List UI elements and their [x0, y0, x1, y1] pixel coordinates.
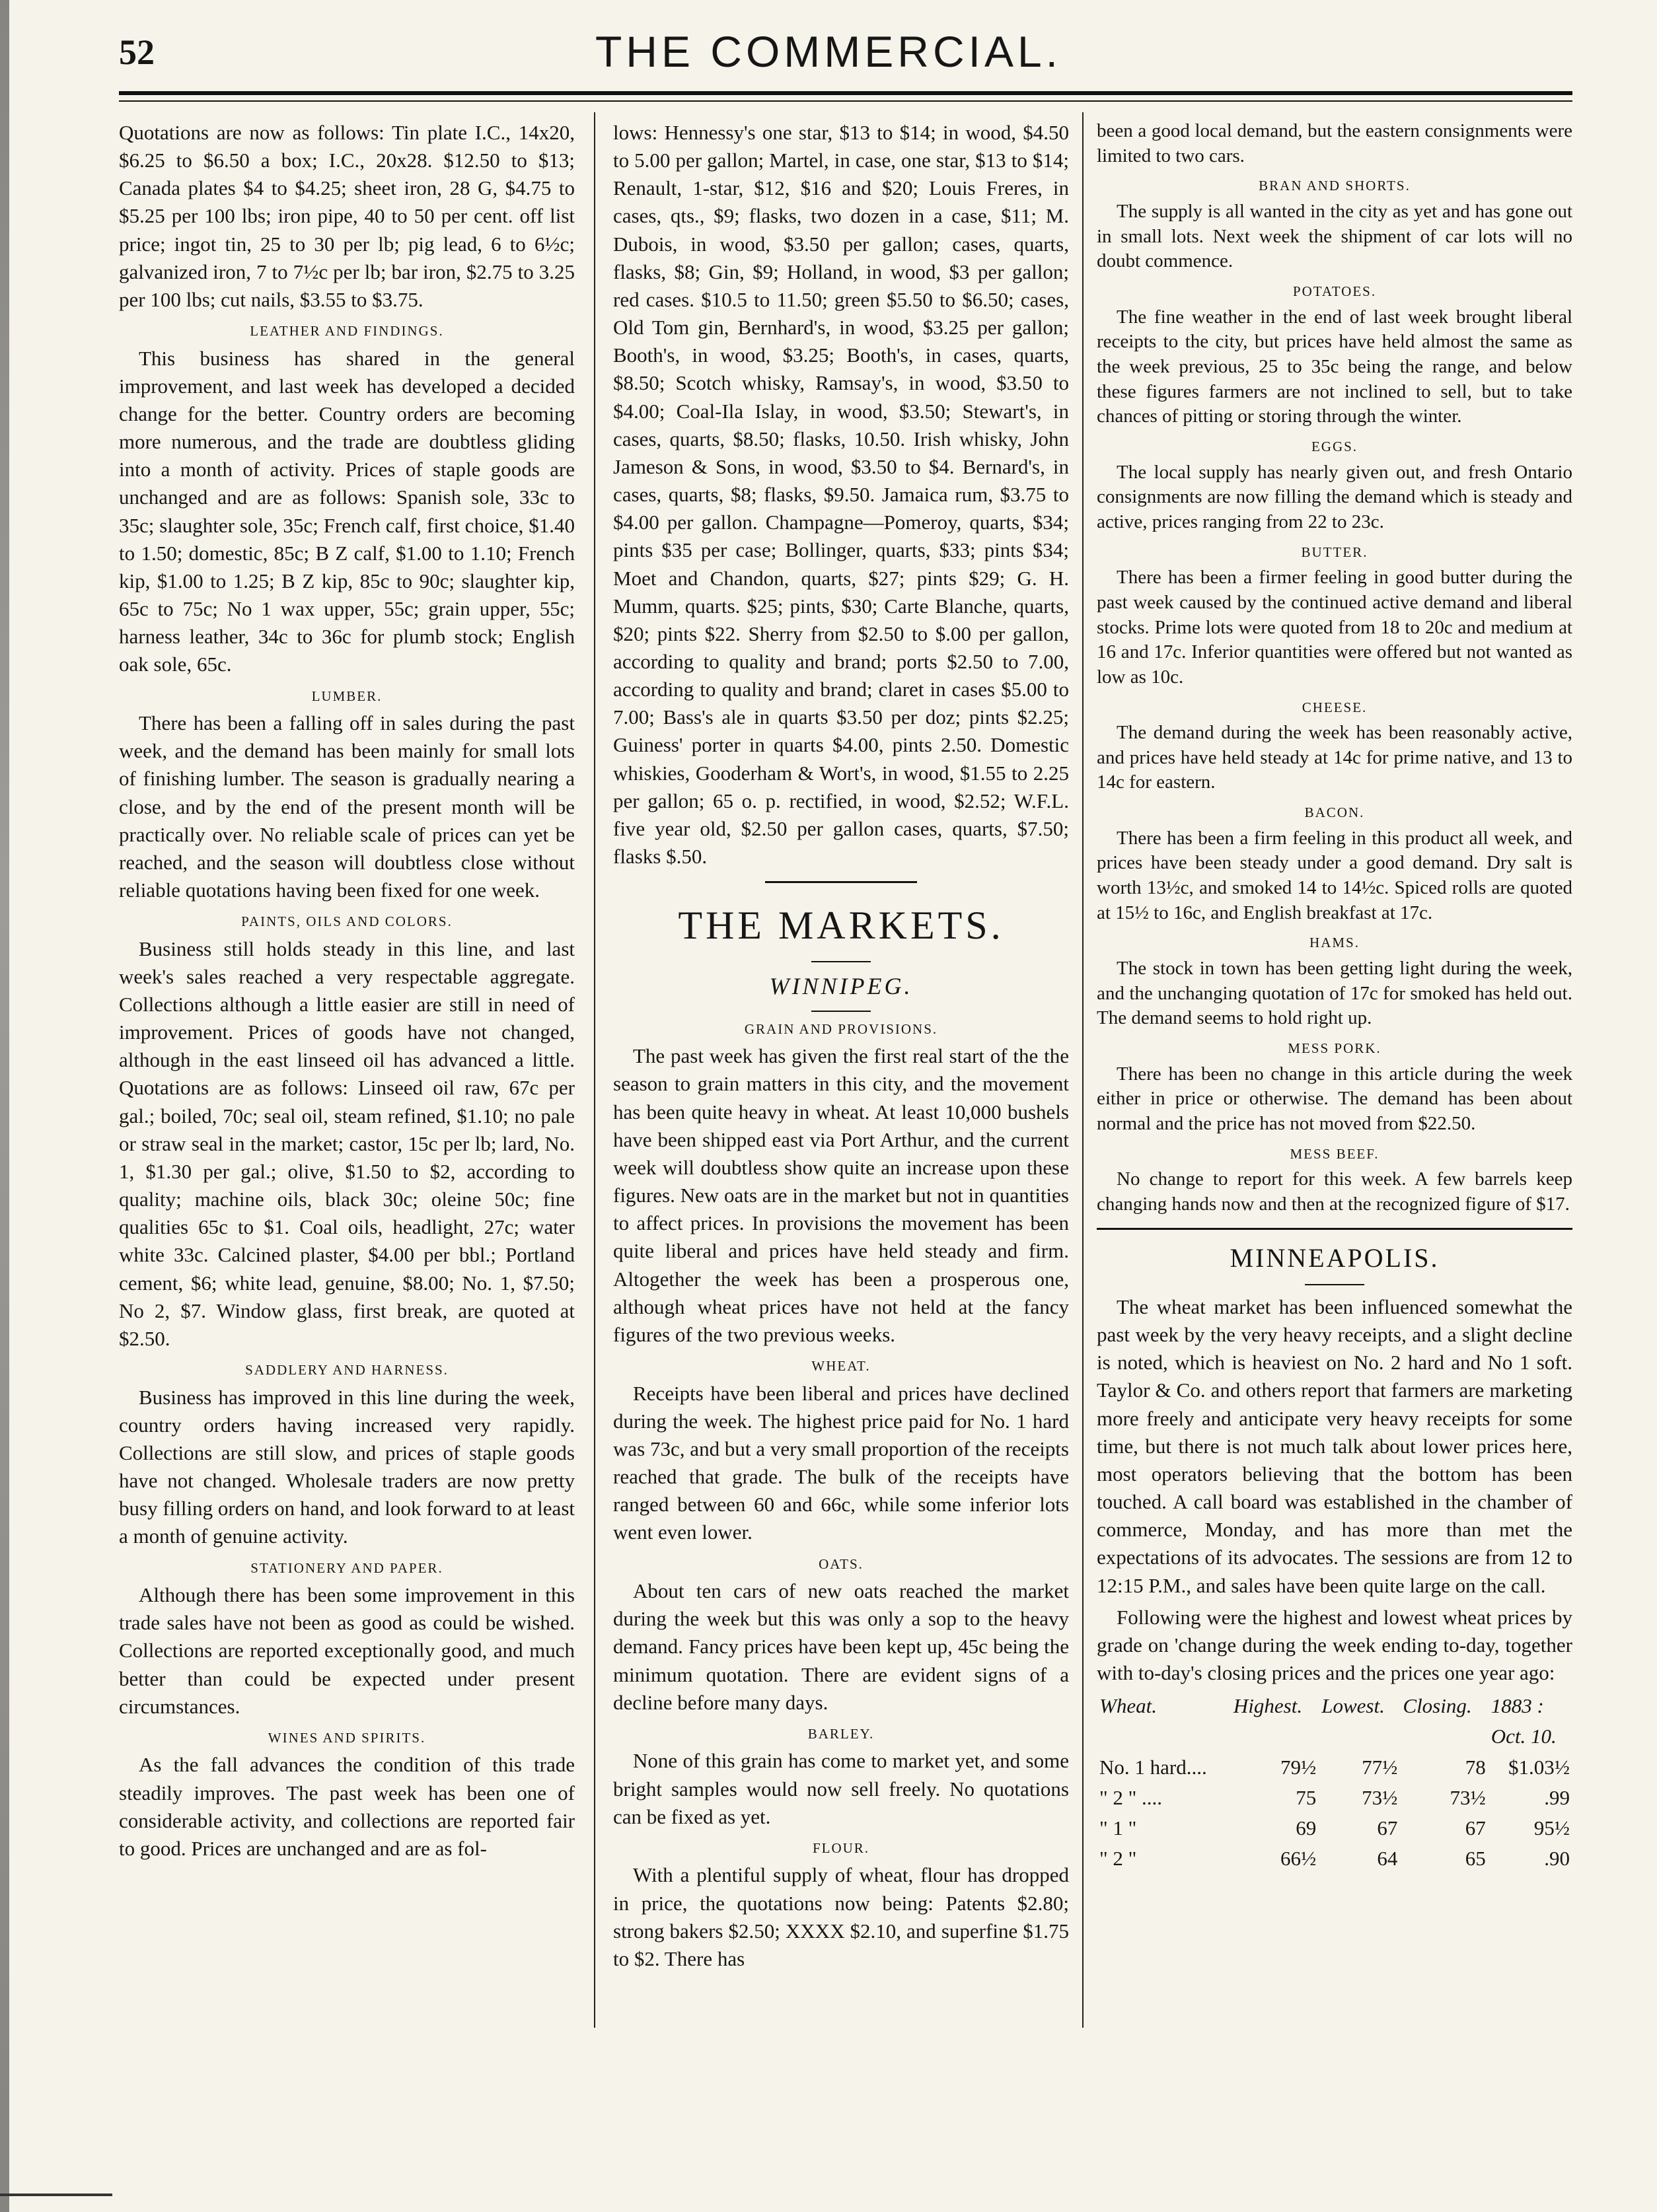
- section-heading-grain: GRAIN AND PROVISIONS.: [744, 1020, 938, 1037]
- table-header-row: [1097, 1691, 1572, 1721]
- column-1: [119, 119, 575, 2100]
- table-cell-prev: .90: [1544, 1846, 1570, 1870]
- wheat-prices-table: [1097, 1691, 1572, 1874]
- hams-paragraph: The stock in town has been getting light during the week, and the unchanging quotation of 17c for smoked has held out. The demand seems to hold right up.: [1097, 958, 1572, 1029]
- table-header-closing: Closing.: [1403, 1694, 1472, 1718]
- table-cell-low: 67: [1377, 1816, 1398, 1839]
- section-heading-leather: LEATHER AND FINDINGS.: [250, 323, 444, 339]
- table-header-year: 1883 :: [1491, 1694, 1544, 1718]
- separator-rule: [1305, 1284, 1364, 1285]
- table-row: [1097, 1813, 1572, 1843]
- markets-heading: THE MARKETS.: [678, 904, 1004, 948]
- minneapolis-prices-intro: Following were the highest and lowest wheat prices by grade on 'change during the week ending to-day, together with to-day's closing prices and the prices one year ago:: [1097, 1605, 1572, 1685]
- leather-paragraph: This business has shared in the general improvement, and last week has developed a decided change for the better. Country orders are becoming more numerous, and the trade are doubtless gliding into a month of activity. Prices of staple goods are unchanged and are as follows: Spanish sole, 33c to 35c; slaughter sole, 35c; French calf, first choice, $1.40 to 1.50; domestic, 85c; B Z calf, $1.00 to 1.10; French kip, $1.00 to 1.25; B Z kip, 85c to 90c; slaughter kip, 65c to 75c; No 1 wax upper, 55c; grain upper, 55c; harness leather, 34c to 36c for plumb stock; English oak sole, 65c.: [119, 346, 575, 676]
- column-divider-2: [1082, 112, 1084, 2028]
- table-header-date: Oct. 10.: [1491, 1725, 1557, 1748]
- section-heading-oats: OATS.: [819, 1555, 864, 1572]
- paints-paragraph: Business still holds steady in this line, and last week's sales reached a very respectable aggregate. Collections although a little easier are still in need of improvement. Prices of goods have not changed, although in the east linseed oil has advanced a little. Quotations are as follows: Linseed oil raw, 67c per gal.; boiled, 70c; seal oil, steam refined, $1.10; no pale or straw seal in the market; castor, 15c per lb; lard, No. 1, $1.30 per gal.; olive, $1.50 to $2, according to quality; machine oils, black 30c; oleine 50c; fine qualities 65c to $1. Coal oils, headlight, 27c; water white 33c. Calcined plaster, $4.00 per bbl.; Portland cement, $6; white lead, genuine, $8.00; No. 1, $7.50; No 2, $7. Window glass, first break, are quoted at $2.50.: [119, 937, 575, 1350]
- section-heading-wheat: WHEAT.: [811, 1358, 871, 1374]
- section-heading-bran: BRAN AND SHORTS.: [1259, 178, 1411, 194]
- flour-paragraph: With a plentiful supply of wheat, flour has dropped in price, the quotations now being: Patents $2.80; strong bakers $2.50; XXXX $2.10, and superfine $1.75 to $2. There has: [613, 1863, 1069, 1970]
- page-number: 52: [119, 32, 155, 72]
- table-cell-low: 73½: [1362, 1785, 1398, 1809]
- section-heading-stationery: STATIONERY AND PAPER.: [250, 1559, 443, 1576]
- minneapolis-paragraph: The wheat market has been influenced somewhat the past week by the very heavy receipts, and a slight decline is noted, which is heaviest on No. 2 hard and No 1 soft. Taylor & Co. and others report that farmers are marketing more freely and anticipate very heavy receipts for some time, but there is not much talk about lower prices here, most operators believing that the bottom has been touched. A call board was established in the chamber of commerce, Monday, and has more than met the expectations of its advocates. The sessions are from 12 to 12:15 P.M., and sales have been quite large on the call.: [1097, 1295, 1572, 1597]
- barley-paragraph: None of this grain has come to market yet, and some bright samples would now sell freely. No quotations can be fixed as yet.: [613, 1749, 1069, 1828]
- flour-continued-paragraph: been a good local demand, but the eastern consignments were limited to two cars.: [1097, 120, 1572, 166]
- bran-paragraph: The supply is all wanted in the city as yet and has gone out in small lots. Next week the shipment of car lots will no doubt commence.: [1097, 200, 1572, 272]
- table-cell-low: 64: [1377, 1846, 1398, 1870]
- footer-rule: [0, 2194, 112, 2196]
- table-row: [1097, 1752, 1572, 1783]
- minneapolis-heading: MINNEAPOLIS.: [1230, 1242, 1440, 1273]
- section-heading-lumber: LUMBER.: [311, 688, 383, 704]
- masthead-rule-thick: [119, 91, 1572, 95]
- cheese-paragraph: The demand during the week has been reasonably active, and prices have held steady at 14c for prime native, and 13 to 14c for eastern.: [1097, 722, 1572, 793]
- table-cell-prev: 95½: [1533, 1816, 1570, 1839]
- section-heading-flour: FLOUR.: [812, 1839, 870, 1856]
- eggs-paragraph: The local supply has nearly given out, and fresh Ontario consignments are now filling the demand which is steady and active, prices ranging from 22 to 23c.: [1097, 461, 1572, 532]
- wines-paragraph: As the fall advances the condition of this trade steadily improves. The past week has been one of considerable activity, and collections are reported fair to good. Prices are unchanged and are as fol-: [119, 1753, 575, 1860]
- table-header-row: [1097, 1721, 1572, 1752]
- table-cell-high: 66½: [1280, 1846, 1317, 1870]
- section-heading-potatoes: POTATOES.: [1292, 283, 1377, 299]
- table-row: [1097, 1843, 1572, 1874]
- winnipeg-heading: WINNIPEG.: [769, 972, 913, 999]
- grain-paragraph: The past week has given the first real start of the the season to grain matters in this city, and the movement has been quite heavy in wheat. At least 10,000 bushels have been shipped east via Port Arthur, and the current week will doubtless show quite an increase upon these figures. New oats are in the market but not in quantities to affect prices. In provisions the movement has been quite liberal and prices have held steady and firm. Altogether the week has been a prosperous one, although wheat prices have not held at the fancy figures of the two previous weeks.: [613, 1044, 1069, 1346]
- section-heading-hams: HAMS.: [1309, 935, 1360, 951]
- table-cell-high: 69: [1296, 1816, 1317, 1839]
- table-cell-prev: $1.03½: [1508, 1755, 1570, 1779]
- saddlery-paragraph: Business has improved in this line during the week, country orders having increased very rapidly. Collections are still slow, and prices of staple goods have not changed. Wholesale traders are now pretty busy filling orders on hand, and look forward to at least a month of genuine activity.: [119, 1385, 575, 1548]
- potatoes-paragraph: The fine weather in the end of last week brought liberal receipts to the city, but prices have held almost the same as the week previous, 25 to 35c being the range, and below these figures farmers are not inclined to sell, but to take chances of pitting or storing through the winter.: [1097, 306, 1572, 427]
- separator-rule: [811, 1011, 871, 1012]
- masthead-rule-thin: [119, 100, 1572, 102]
- section-heading-paints: PAINTS, OILS AND COLORS.: [241, 913, 453, 930]
- table-cell-grade: " 1 ": [1099, 1816, 1137, 1839]
- table-header-lowest: Lowest.: [1321, 1694, 1385, 1718]
- mess-beef-paragraph: No change to report for this week. A few barrels keep changing hands now and then at the recognized figure of $17.: [1097, 1168, 1572, 1215]
- separator-rule: [811, 961, 871, 962]
- section-heading-saddlery: SADDLERY AND HARNESS.: [245, 1362, 449, 1378]
- section-heading-mess-beef: MESS BEEF.: [1290, 1145, 1380, 1162]
- table-header-wheat: Wheat.: [1099, 1694, 1157, 1718]
- table-row: [1097, 1783, 1572, 1813]
- separator-rule: [765, 881, 917, 883]
- wheat-paragraph: Receipts have been liberal and prices have declined during the week. The highest price paid for No. 1 hard was 73c, and but a very small proportion of the receipts reached that grade. The bulk of the receipts have ranged between 60 and 66c, while some inferior lots went even lower.: [613, 1381, 1069, 1544]
- section-heading-mess-pork: MESS PORK.: [1288, 1040, 1381, 1057]
- table-cell-high: 75: [1296, 1785, 1317, 1809]
- table-cell-grade: " 2 " ....: [1099, 1785, 1163, 1809]
- bacon-paragraph: There has been a firm feeling in this product all week, and prices have been steady under a good demand. Dry salt is worth 13½c, and smoked 14 to 14½c. Spiced rolls are quoted at 15½ to 16c, and English breakfast at 17c.: [1097, 827, 1572, 923]
- separator-rule: [1097, 1228, 1572, 1230]
- table-cell-low: 77½: [1362, 1755, 1398, 1779]
- column-divider-1: [594, 112, 595, 2028]
- masthead-title: THE COMMERCIAL.: [595, 27, 1062, 76]
- table-cell-prev: .99: [1544, 1785, 1570, 1809]
- section-heading-wines: WINES AND SPIRITS.: [268, 1729, 426, 1746]
- oats-paragraph: About ten cars of new oats reached the market during the week but this was only a sop to the heavy demand. Fancy prices have been kept up, 45c being the minimum quotation. There are evident signs of a decline before many days.: [613, 1579, 1069, 1714]
- butter-paragraph: There has been a firmer feeling in good butter during the past week caused by the continued active demand and liberal stocks. Prime lots were quoted from 18 to 20c and medium at 16 and 17c. Inferior quantities were offered but not wanted as low as 10c.: [1097, 567, 1572, 688]
- mess-pork-paragraph: There has been no change in this article during the week either in price or otherwise. The demand has been about normal and the price has not moved from $22.50.: [1097, 1063, 1572, 1134]
- page-edge-strip: [0, 0, 9, 2212]
- table-cell-close: 67: [1465, 1816, 1486, 1839]
- section-heading-bacon: BACON.: [1304, 804, 1365, 821]
- section-heading-cheese: CHEESE.: [1302, 699, 1368, 715]
- table-header-highest: Highest.: [1233, 1694, 1303, 1718]
- wines-continued-paragraph: lows: Hennessy's one star, $13 to $14; in wood, $4.50 to 5.00 per gallon; Martel, in case, one star, $13 to $14; Renault, 1-star, $12, $16 and $20; Louis Freres, in cases, qts., $9; flasks, two dozen in a case, $11; M. Dubois, in wood, $3.50 per gallon; cases, quarts, flasks, $8; Gin, $9; Holland, in wood, $3 per gallon; red cases. $10.5 to 11.50; green $5.50 to $6.50; cases, Old Tom gin, Bernhard's, in wood, $3.25 per gallon; Booth's, in wood, $3.25; Booth's, in cases, quarts, $8.50; Scotch whisky, Ramsay's, in wood, $3.50 to $4.00; Coal-Ila Islay, in wood, $3.50; Stewart's, in cases, quarts, $8.50; flasks, 10.50. Irish whisky, John Jameson & Sons, in wood, $3.50 to $4. Bernard's, in cases, quarts, $8; flasks, $9.50. Jamaica rum, $3.75 to $4.00 per gallon. Champagne—Pomeroy, quarts, $34; pints $35 per case; Bollinger, quarts, $33; pints $34; Moet and Chandon, quarts, $27; pints $29; G. H. Mumm, quarts. $25; pints, $30; Carte Blanche, quarts, $20; pints $22. Sherry from $2.50 to $.00 per gallon, according to quality and brand; ports $2.50 to 7.00, according to quality and brand; claret in cases $5.00 to 7.00; Bass's ale in quarts $3.50 per doz; pints $2.25; Guiness' porter in quarts $4.00, pints 2.50. Domestic whiskies, Gooderham & Wort's, in wood, $1.55 to 2.25 per gallon; 65 o. p. rectified, in wood, $2.52; W.F.L. five year old, $2.50 per gallon cases, quarts, $7.50; flasks $.50.: [613, 121, 1069, 869]
- section-heading-butter: BUTTER.: [1301, 544, 1368, 560]
- table-cell-close: 78: [1465, 1755, 1486, 1779]
- section-heading-barley: BARLEY.: [807, 1725, 875, 1742]
- column-3: [1097, 119, 1572, 2100]
- table-cell-close: 73½: [1450, 1785, 1486, 1809]
- lumber-paragraph: There has been a falling off in sales during the past week, and the demand has been mainly for small lots of finishing lumber. The season is gradually nearing a close, and by the end of the present month will be practically over. No reliable scale of prices can yet be reached, and the season will doubtless close without reliable quotations having been fixed for one week.: [119, 711, 575, 902]
- stationery-paragraph: Although there has been some improvement in this trade sales have not been as good as could be wished. Collections are reported exceptionally good, and much better than could be expected under present circumstances.: [119, 1583, 575, 1718]
- hardware-quotations-paragraph: Quotations are now as follows: Tin plate I.C., 14x20, $6.25 to $6.50 a box; I.C., 20x28. $12.50 to $13; Canada plates $4 to $4.25; sheet iron, 28 G, $4.75 to $5.25 per 100 lbs; iron pipe, 40 to 50 per cent. off list price; ingot tin, 25 to 30 per lb; pig lead, 6 to 6½c; galvanized iron, 7 to 7½c per lb; bar iron, $2.75 to 3.25 per 100 lbs; cut nails, $3.55 to $3.75.: [119, 121, 575, 311]
- table-cell-grade: " 2 ": [1099, 1846, 1137, 1870]
- table-cell-high: 79½: [1280, 1755, 1317, 1779]
- table-cell-close: 65: [1465, 1846, 1486, 1870]
- table-cell-grade: No. 1 hard....: [1099, 1755, 1207, 1779]
- column-2: [613, 119, 1069, 2100]
- section-heading-eggs: EGGS.: [1311, 438, 1358, 454]
